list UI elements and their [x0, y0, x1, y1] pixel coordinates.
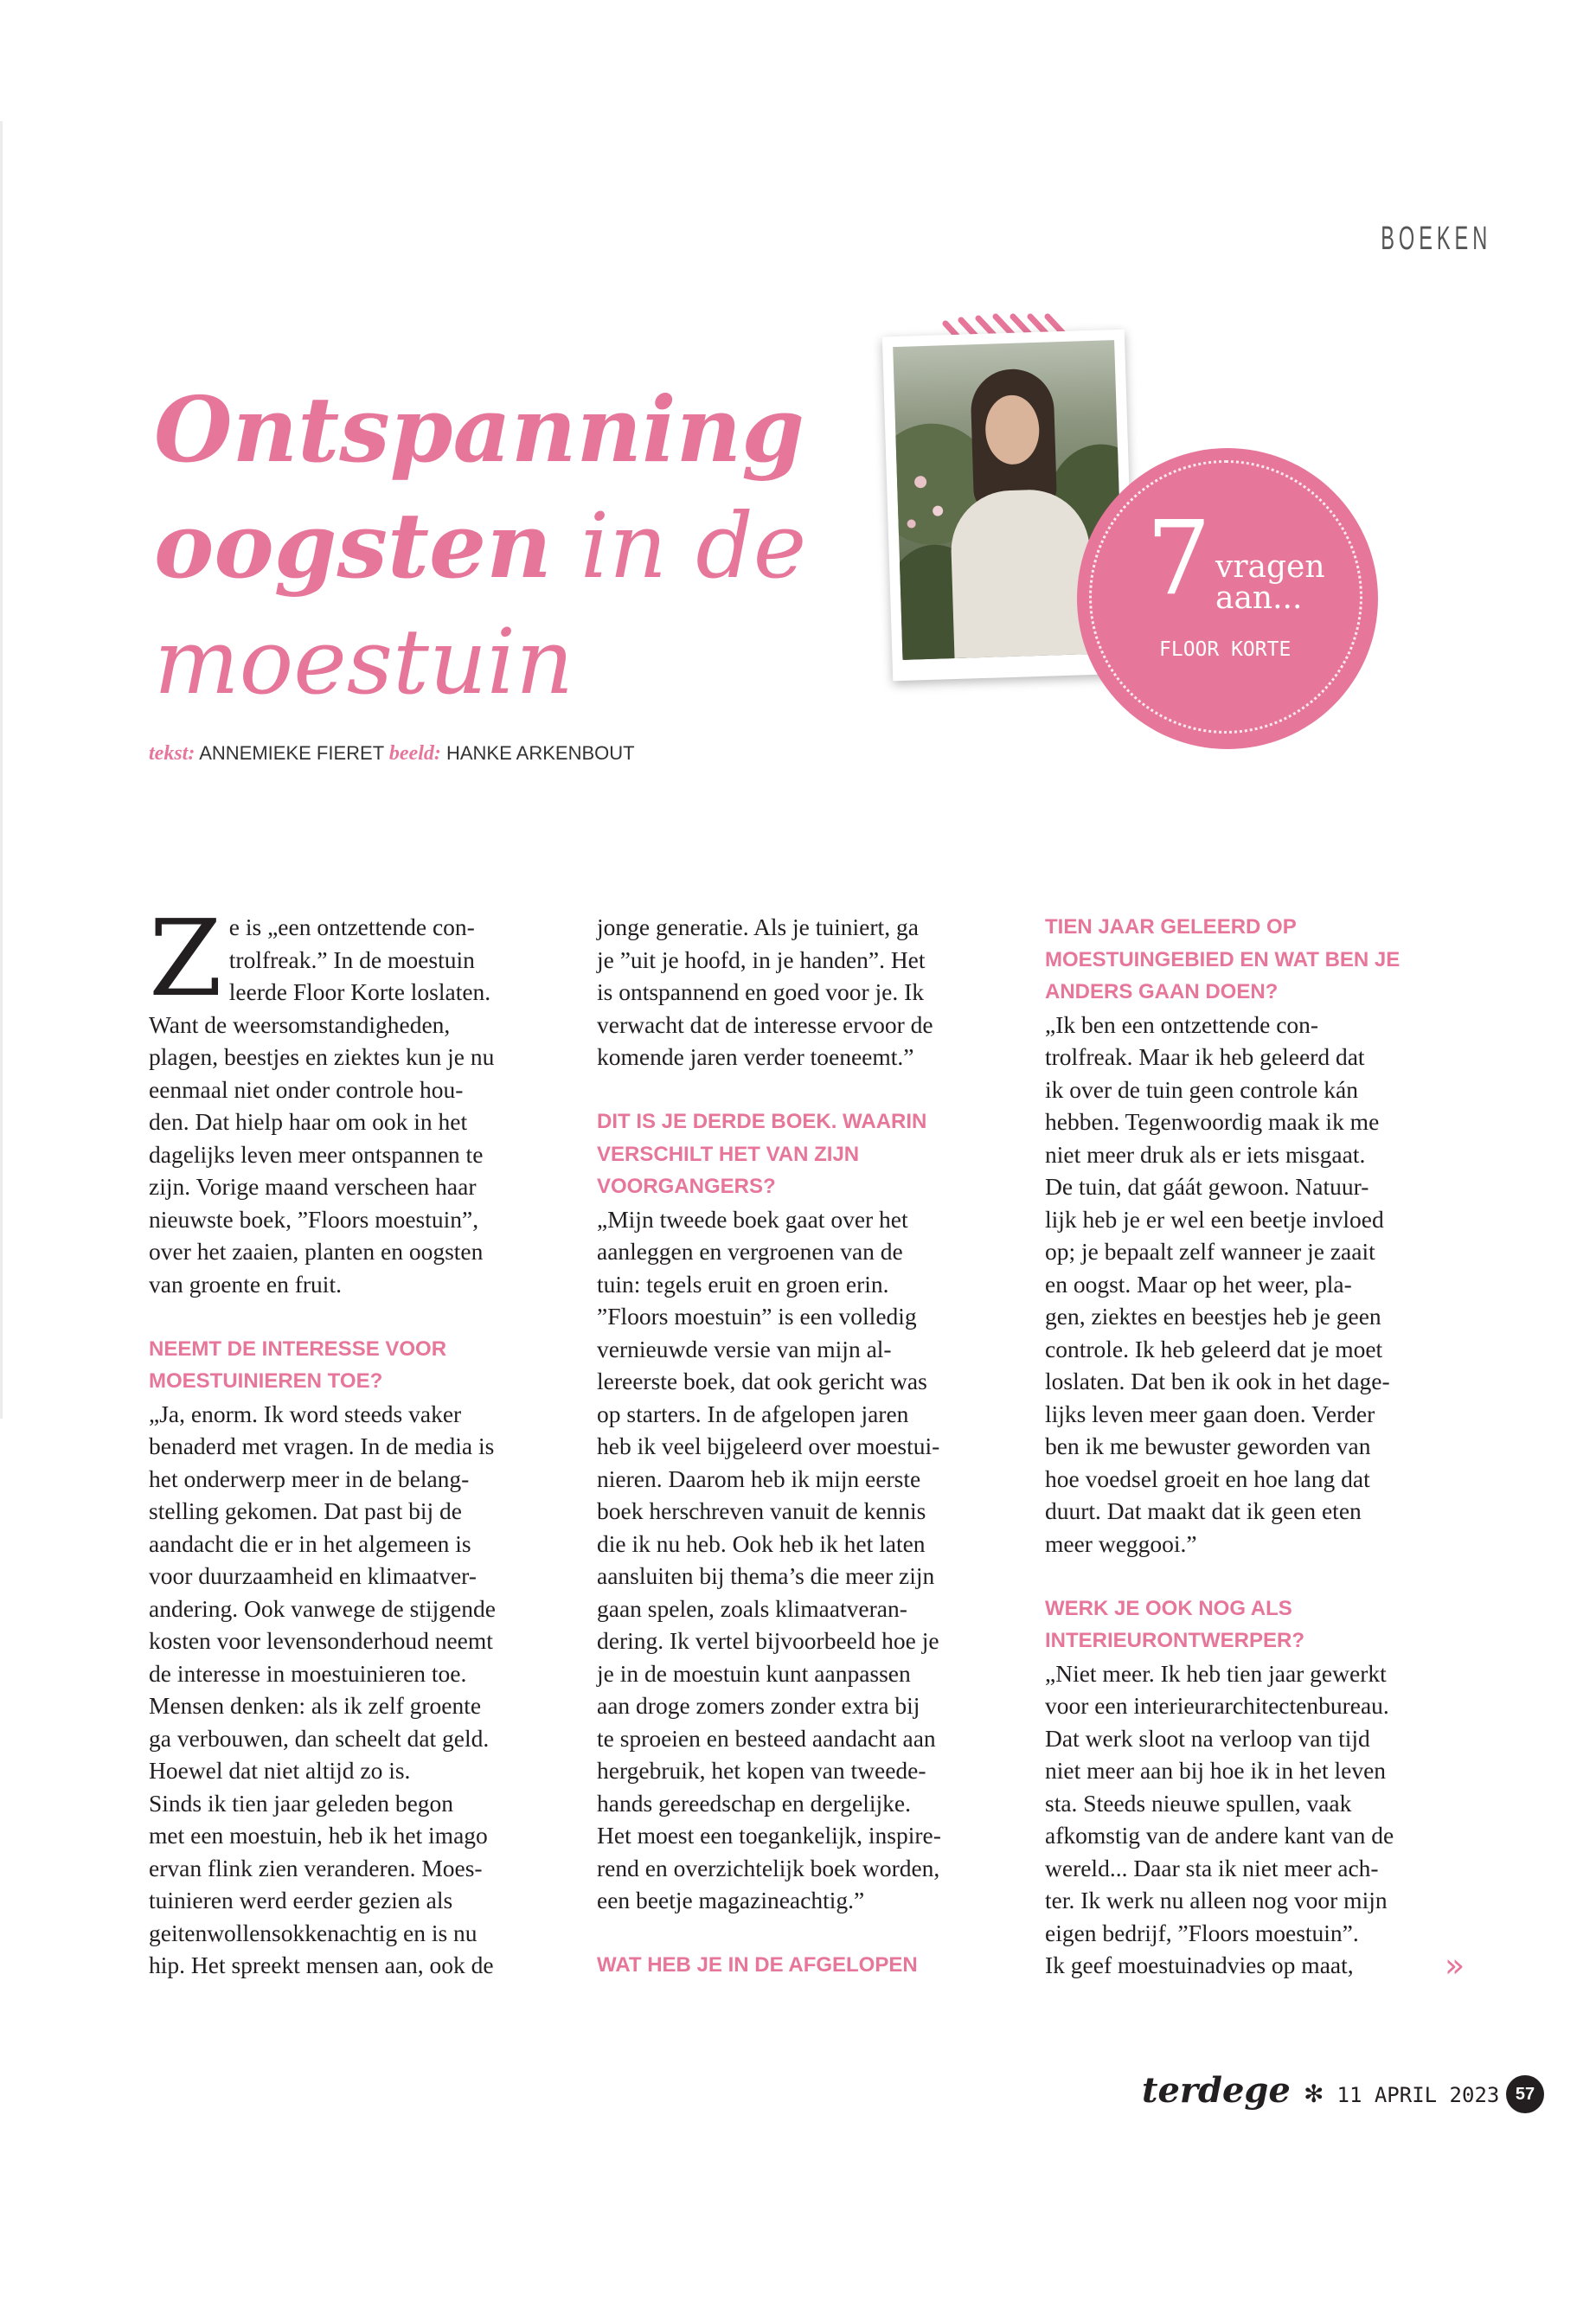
answer-paragraph: „Ik ben een ontzettende con- trolfreak. Maar ik heb geleerd dat ik over de tuin geen controle kán hebben. Tegenwoordig maak ik me niet meer druk als er iets misgaat. De tuin, dat gáát gewoon. Natuur- lijk heb je er wel een beetje invloed op; je bepaalt zelf wanneer je zaait en oogst. Maar op het weer, pla- gen, ziektes en beestjes heb je geen controle. Ik heb geleerd dat je moet loslaten. Dat ben ik ook in het dage- lijks leven meer gaan doen. Verder ben ik me bewuster geworden van hoe voedsel groeit en hoe lang dat duurt. Dat maakt dat ik geen eten meer weggooi.”: [1045, 1010, 1390, 1557]
page-number: 57: [1506, 2075, 1544, 2113]
article-title: [154, 372, 806, 720]
drop-cap: Z: [149, 897, 222, 1020]
badge-interviewee-name: FLOOR KORTE: [1159, 638, 1292, 661]
answer-paragraph: „Mijn tweede boek gaat over het aanleggen en vergroenen van de tuin: tegels eruit en groen erin. ”Floors moestuin” is een volledig vernieuwde versie van mijn al- lereerste boek, dat ook gericht was op starters. In de afgelopen jaren heb ik veel bijgeleerd over moestui- nieren. Daarom heb ik mijn eerste boek herschreven vanuit de kennis die ik nu heb. Ook heb ik het laten aansluiten bij thema’s die meer zijn gaan spelen, zoals klimaatveran- dering. Ik vertel bijvoorbeeld hoe je je in de moestuin kunt aanpassen aan droge zomers zonder extra bij te sproeien en besteed aandacht aan hergebruik, het kopen van tweede- hands gereedschap en dergelijke. Het moest een toegankelijk, inspire- rend en overzichtelijk boek worden, een beetje magazineachtig.”: [597, 1205, 941, 1913]
asterisk-icon: ✻: [1303, 2080, 1324, 2108]
question-heading: DIT IS JE DERDE BOEK. WAARIN VERSCHILT HET VAN ZIJN VOORGANGERS?: [597, 1110, 927, 1198]
article-column-1: [149, 897, 560, 1982]
title-line-1: Ontspanning: [154, 376, 804, 483]
question-heading: TIEN JAAR GELEERD OP MOESTUINGEBIED EN WAT BEN JE ANDERS GAAN DOEN?: [1045, 915, 1401, 1003]
issue-date: 11 APRIL 2023: [1336, 2083, 1500, 2107]
intro-paragraph: Ze is „een ontzettende con- trolfreak.” In de moestuin leerde Floor Korte loslaten. Want de weersomstandigheden, plagen, beestjes en ziektes kun je nu eenmaal niet onder controle hou- den. Dat hielp haar om ook in het dagelijks leven meer ontspannen te zijn. Vorige maand verscheen haar nieuwste boek, ”Floors moestuin”, over het zaaien, planten en oogsten van groente en fruit.: [149, 897, 495, 1298]
continue-arrow-icon: »: [1445, 1946, 1457, 1984]
question-heading: NEEMT DE INTERESSE VOOR MOESTUINIEREN TOE?: [149, 1336, 447, 1393]
page-footer: [1142, 2070, 1500, 2111]
text-credit-name: ANNEMIEKE FIERET: [199, 742, 384, 764]
page-edge-line: [0, 121, 3, 1419]
badge-number: 7: [1146, 498, 1212, 618]
section-label: BOEKEN: [1381, 221, 1492, 257]
answer-paragraph: jonge generatie. Als je tuiniert, ga je ”uit je hoofd, in je handen”. Het is ontspannend en goed voor je. Ik verwacht dat de interesse ervoor de komende jaren verder toeneemt.”: [597, 913, 933, 1070]
answer-paragraph: „Ja, enorm. Ik word steeds vaker benaderd met vragen. In de media is het onderwerp meer in de belang- stelling gekomen. Dat past bij de aandacht die er in het algemeen is voor duurzaamheid en klimaatver- andering. Ook vanwege de stijgende kosten voor levensonderhoud neemt de interesse in moestuinieren toe. Mensen denken: als ik zelf groente ga verbouwen, dan scheelt dat geld. Hoewel dat niet altijd zo is. Sinds ik tien jaar geleden begon met een moestuin, heb ik het imago ervan flink zien veranderen. Moes- tuinieren werd eerder gezien als geitenwollensokkenachtig en is nu hip. Het spreekt mensen aan, ook de: [149, 1400, 496, 1978]
badge-caption: vragen aan...: [1215, 549, 1325, 616]
image-credit-name: HANKE ARKENBOUT: [445, 742, 635, 764]
article-column-3: [1045, 911, 1456, 1982]
answer-paragraph: „Niet meer. Ik heb tien jaar gewerkt voor een interieurarchitectenbureau. Dat werk sloot na verloop van tijd niet meer aan bij hoe ik in het leven sta. Steeds nieuwe spullen, vaak afkomstig van de andere kant van de wereld... Daar sta ik niet meer ach- ter. Ik werk nu alleen nog voor mijn eigen bedrijf, ”Floors moestuin”. Ik geef moestuinadvies op maat,: [1045, 1659, 1394, 1978]
image-credit-label: beeld:: [388, 742, 441, 765]
byline: [149, 742, 635, 766]
title-line-3: moestuin: [154, 609, 574, 715]
title-line-2: oogsten in de: [154, 492, 807, 599]
question-heading: WERK JE OOK NOG ALS INTERIEURONTWERPER?: [1045, 1596, 1304, 1652]
article-column-2: [597, 911, 1008, 1982]
question-heading: WAT HEB JE IN DE AFGELOPEN: [597, 1953, 918, 1977]
text-credit-label: tekst:: [149, 742, 195, 765]
seven-questions-badge: [1077, 448, 1378, 749]
magazine-brand: terdege: [1142, 2070, 1291, 2111]
